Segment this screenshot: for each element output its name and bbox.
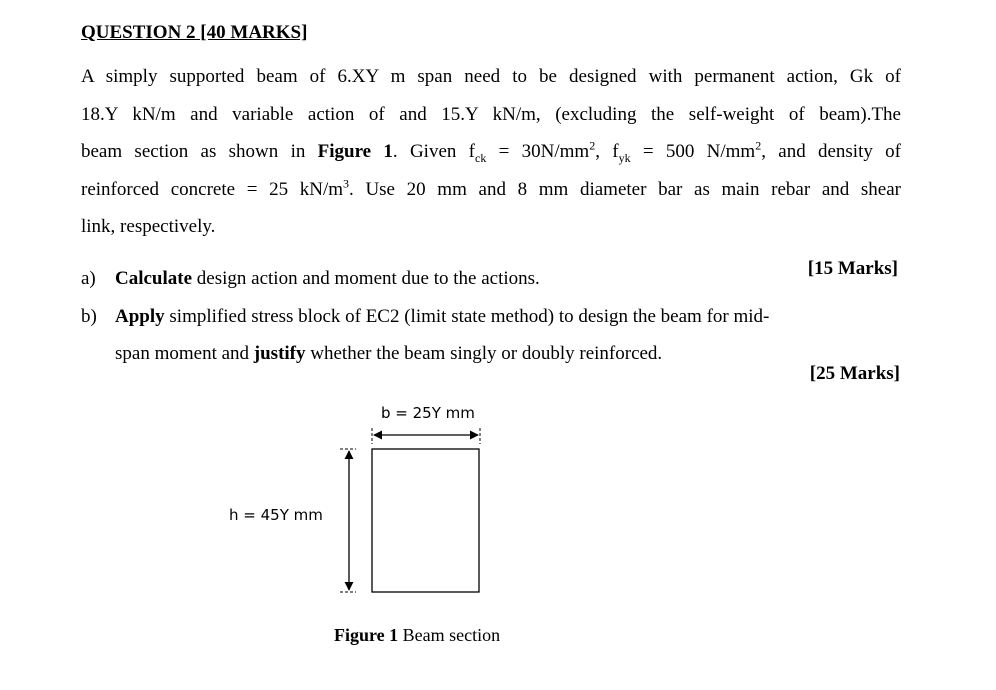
superscript: 3: [343, 176, 350, 191]
superscript: 2: [755, 138, 762, 153]
caption-figure-number: Figure 1: [334, 625, 399, 645]
paragraph-line-2: 18.Y kN/m and variable action of and 15.Y kN/m, (excluding the self-weight of beam).The: [81, 103, 901, 125]
part-a-marks: [15 Marks]: [807, 258, 898, 279]
beam-outline: [372, 449, 479, 592]
superscript: 2: [589, 138, 596, 153]
text-run: beam section as shown in: [81, 141, 318, 162]
text-run: = 30N/mm: [486, 141, 590, 162]
part-b-marker: b): [81, 306, 97, 327]
text-run: , and density of: [761, 141, 901, 162]
text-run: reinforced concrete = 25 kN/m: [81, 178, 344, 200]
part-b-marks: [25 Marks]: [809, 363, 900, 384]
part-a-marker: a): [81, 268, 96, 289]
text-run: . Use 20 mm and 8 mm diameter bar as main rebar and shear: [349, 178, 901, 200]
text-run: = 500 N/mm: [630, 141, 756, 162]
paragraph-line-5: link, respectively.: [81, 216, 216, 237]
part-a-verb: Calculate: [115, 268, 193, 289]
subscript-ck: ck: [475, 150, 487, 165]
question-heading: QUESTION 2 [40 MARKS]: [81, 22, 308, 43]
figure-caption: [334, 625, 500, 646]
text-run: whether the beam singly or doubly reinforced.: [305, 343, 663, 364]
figure-reference: Figure 1: [317, 141, 393, 162]
text-run: simplified stress block of EC2 (limit state method) to design the beam for mid-: [164, 306, 770, 327]
text-run: span moment and: [115, 343, 254, 364]
subscript-yk: yk: [618, 150, 631, 165]
part-b-justify: justify: [253, 343, 306, 364]
caption-text: Beam section: [398, 625, 501, 645]
text-run: design action and moment due to the actions.: [192, 268, 540, 289]
text-run: . Given f: [392, 141, 475, 162]
height-label: h = 45Y mm: [229, 506, 323, 524]
text-run: , f: [595, 141, 619, 162]
paragraph-line-1: A simply supported beam of 6.XY m span need to be designed with permanent action, Gk of: [81, 66, 901, 87]
part-b-verb: Apply: [115, 306, 165, 327]
width-label: b = 25Y mm: [381, 404, 475, 422]
